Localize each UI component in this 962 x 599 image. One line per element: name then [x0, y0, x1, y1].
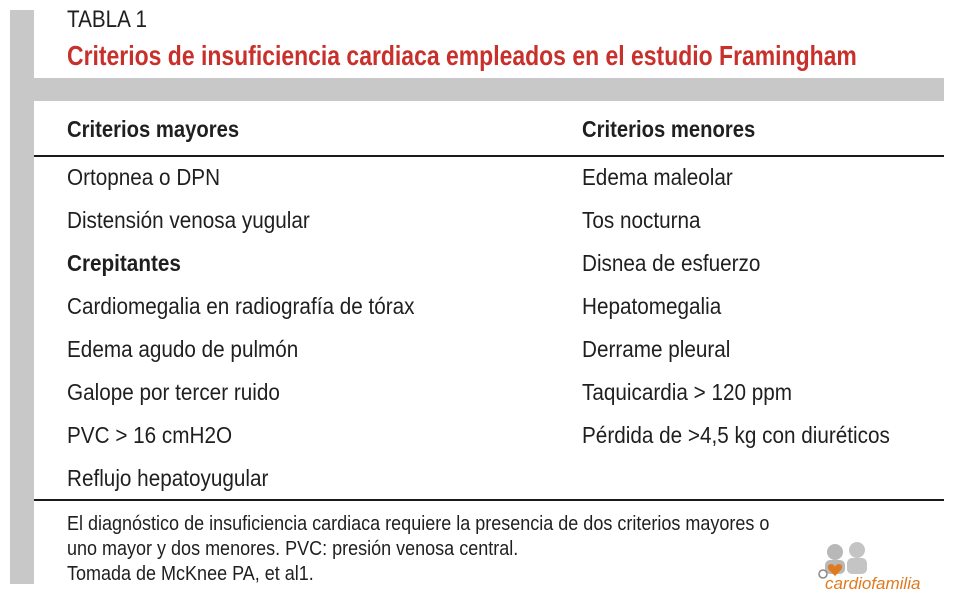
table-row	[0, 201, 962, 244]
criteria-table-body	[0, 158, 962, 502]
minor-criterion: Disnea de esfuerzo	[582, 250, 761, 276]
footer-divider	[34, 499, 944, 501]
minor-criterion: Derrame pleural	[582, 336, 731, 362]
table-row	[0, 244, 962, 287]
major-criterion: Crepitantes	[67, 250, 181, 276]
major-criterion: Ortopnea o DPN	[67, 164, 221, 190]
minor-criterion: Edema maleolar	[582, 164, 733, 190]
major-criterion: Galope por tercer ruido	[67, 379, 280, 405]
major-criterion: PVC > 16 cmH2O	[67, 422, 233, 448]
column-header-major: Criterios mayores	[67, 116, 240, 142]
minor-criterion: Tos nocturna	[582, 207, 701, 233]
footnote-line: uno mayor y dos menores. PVC: presión venosa central.	[67, 538, 519, 560]
header-divider	[34, 155, 944, 157]
header-band	[34, 78, 944, 101]
table-row	[0, 330, 962, 373]
major-criterion: Reflujo hepatoyugular	[67, 465, 269, 491]
major-criterion: Edema agudo de pulmón	[67, 336, 299, 362]
table-label: TABLA 1	[67, 6, 147, 33]
table-row	[0, 416, 962, 459]
table-footnote	[67, 512, 769, 587]
major-criterion: Cardiomegalia en radiografía de tórax	[67, 293, 415, 319]
minor-criterion: Pérdida de >4,5 kg con diuréticos	[582, 422, 890, 448]
table-row	[0, 373, 962, 416]
table-row	[0, 459, 962, 502]
table-title: Criterios de insuficiencia cardiaca empleados en el estudio Framingham	[67, 40, 857, 71]
cardiofamilia-logo	[815, 540, 950, 595]
column-header-minor: Criterios menores	[582, 116, 756, 142]
table-row	[0, 287, 962, 330]
logo-text: cardiofamilia	[825, 574, 921, 593]
minor-criterion: Hepatomegalia	[582, 293, 722, 319]
footnote-line: El diagnóstico de insuficiencia cardiaca requiere la presencia de dos criterios mayores o	[67, 513, 770, 535]
table-row	[0, 158, 962, 201]
minor-criterion: Taquicardia > 120 ppm	[582, 379, 793, 405]
major-criterion: Distensión venosa yugular	[67, 207, 310, 233]
footnote-line: Tomada de McKnee PA, et al1.	[67, 563, 314, 585]
